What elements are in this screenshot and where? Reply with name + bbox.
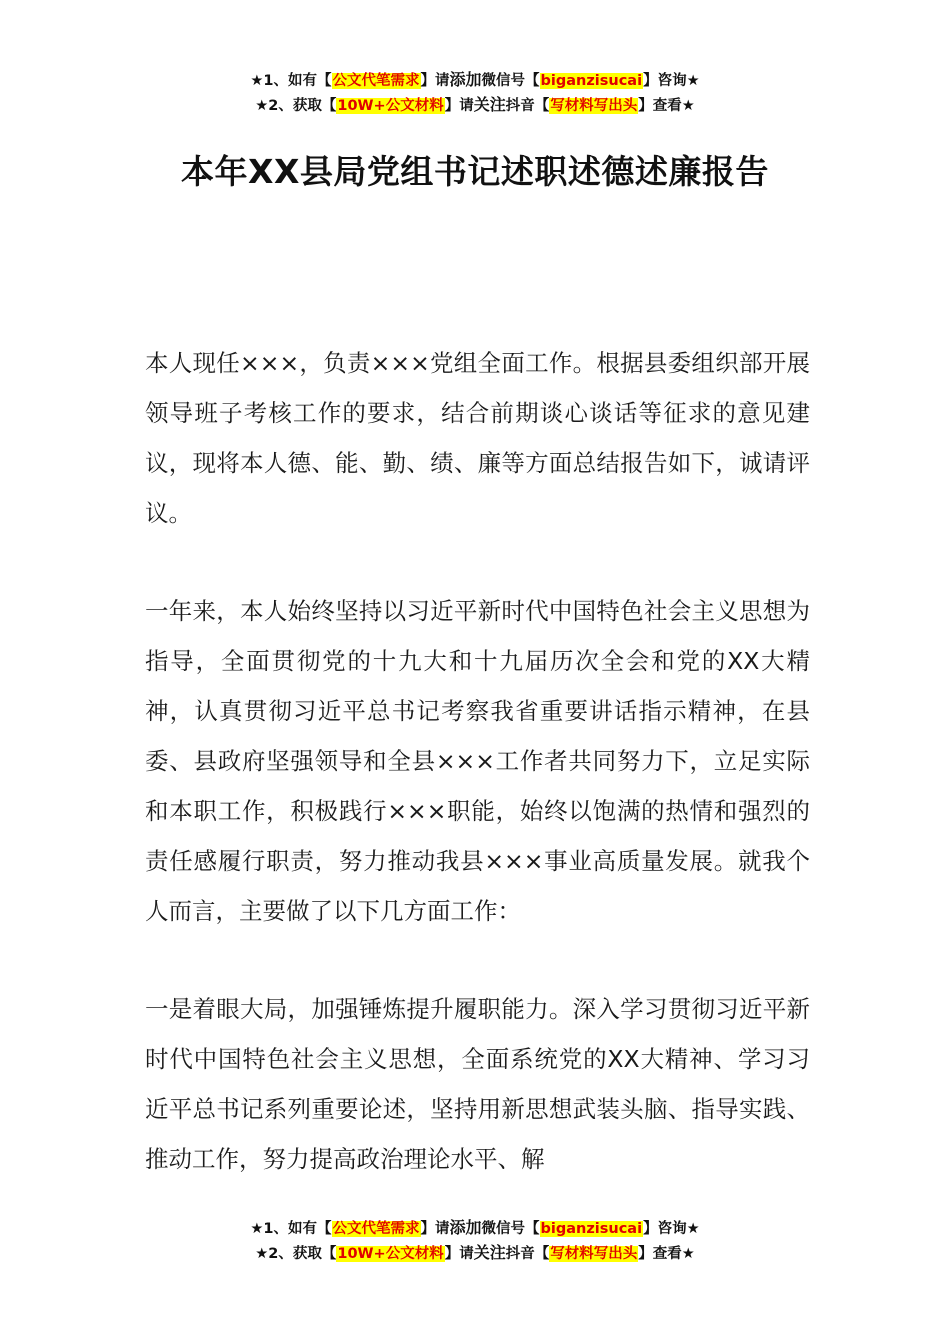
banner-text: 】查看★ (638, 98, 695, 114)
banner-text: ★1、如有【 (250, 1221, 332, 1237)
banner-text: 微信号【 (481, 73, 540, 89)
banner-text: 】咨询★ (643, 73, 700, 89)
banner-highlight: 写材料写出头 (550, 98, 638, 114)
paragraph: 一年来，本人始终坚持以习近平新时代中国特色社会主义思想为指导，全面贯彻党的十九大和十九届历次全会和党的XX大精神，认真贯彻习近平总书记考察我省重要讲话指示精神，在县委、县政府坚强领导和全县×××工作者共同努力下，立足实际和本职工作，积极践行×××职能，始终以饱满的热情和强烈的责任感履行职责，努力推动我县×××事业高质量发展。就我个人而言，主要做了以下几方面工作： (145, 597, 810, 925)
banner-text: 】查看★ (638, 1246, 695, 1262)
banner-emphasis: 添加 (449, 1218, 482, 1237)
banner-line-2 (0, 93, 950, 118)
banner-highlight: 公文代笔需求 (332, 1221, 420, 1237)
banner-text: ★2、获取【 (255, 1246, 337, 1262)
paragraph: 一是着眼大局，加强锤炼提升履职能力。深入学习贯彻习近平新时代中国特色社会主义思想，全面系统党的XX大精神、学习习近平总书记系列重要论述，坚持用新思想武装头脑、指导实践、推动工作，努力提高政治理论水平、解 (145, 995, 810, 1173)
banner-emphasis: 关注 (473, 95, 506, 114)
banner-line-1 (0, 68, 950, 93)
banner-text: 】请 (420, 1221, 450, 1237)
banner-text: 微信号【 (481, 1221, 540, 1237)
document-body (145, 338, 810, 1232)
banner-text: 】请 (444, 98, 474, 114)
footer-banner (0, 1216, 950, 1266)
banner-highlight: 10W+公文材料 (337, 1246, 444, 1262)
banner-highlight: biganzisucai (540, 73, 643, 89)
banner-text: 】请 (444, 1246, 474, 1262)
banner-highlight: 写材料写出头 (550, 1246, 638, 1262)
banner-text: ★1、如有【 (250, 73, 332, 89)
banner-text: 抖音【 (505, 1246, 550, 1262)
header-banner (0, 68, 950, 118)
banner-text: 】请 (420, 73, 450, 89)
banner-highlight: biganzisucai (540, 1221, 643, 1237)
banner-text: ★2、获取【 (255, 98, 337, 114)
banner-highlight: 公文代笔需求 (332, 73, 420, 89)
banner-text: 抖音【 (505, 98, 550, 114)
banner-emphasis: 关注 (473, 1243, 506, 1262)
paragraph: 本人现任×××，负责×××党组全面工作。根据县委组织部开展领导班子考核工作的要求，结合前期谈心谈话等征求的意见建议，现将本人德、能、勤、绩、廉等方面总结报告如下，诚请评议。 (145, 349, 810, 527)
banner-emphasis: 添加 (449, 70, 482, 89)
banner-highlight: 10W+公文材料 (337, 98, 444, 114)
banner-text: 】咨询★ (643, 1221, 700, 1237)
banner-line-2 (0, 1241, 950, 1266)
banner-line-1 (0, 1216, 950, 1241)
document-title: 本年XX县局党组书记述职述德述廉报告 (181, 152, 769, 191)
